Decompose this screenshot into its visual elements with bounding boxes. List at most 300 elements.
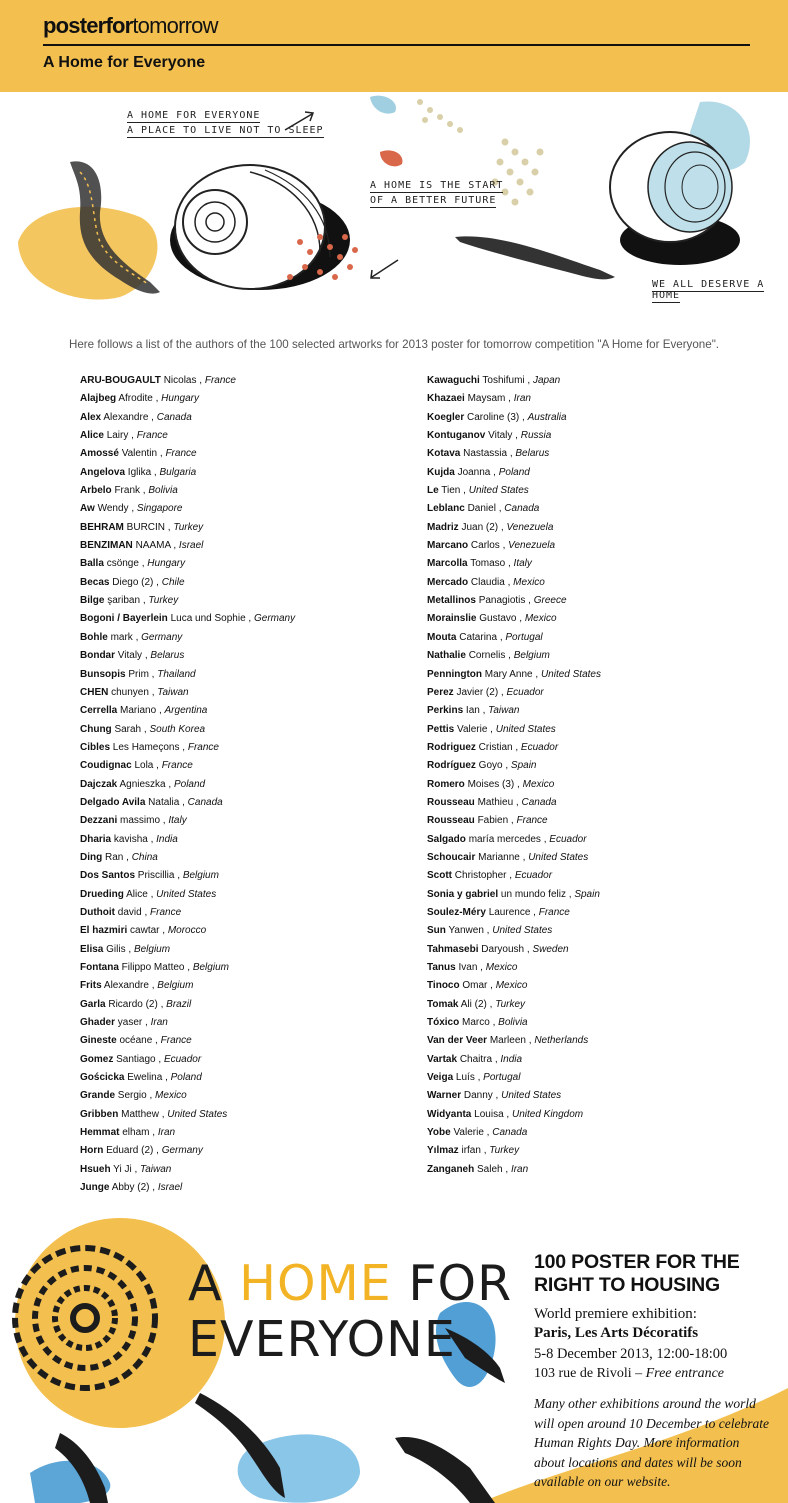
more-info-text — [534, 1394, 769, 1492]
separator: , — [196, 375, 205, 386]
author-surname: Gribben — [80, 1108, 119, 1120]
author-given-name: Luca und Sophie — [170, 613, 246, 625]
separator: , — [505, 650, 514, 662]
author-surname: Vartak — [427, 1053, 458, 1065]
more-info-line: will open around 10 December to celebrate — [534, 1415, 769, 1431]
hero-caption-3: WE ALL DESERVE A HOME — [652, 279, 765, 301]
author-country: Venezuela — [506, 521, 554, 533]
separator: , — [512, 741, 521, 753]
author-entry — [80, 977, 295, 995]
author-given-name: Ali (2) — [460, 998, 487, 1010]
author-country: France — [136, 430, 168, 442]
separator: , — [153, 760, 162, 772]
author-entry — [427, 519, 601, 537]
author-surname: Ghader — [80, 1017, 116, 1029]
author-entry — [80, 904, 295, 922]
author-country: Iran — [150, 1017, 168, 1029]
author-surname: Delgado Avila — [80, 796, 146, 808]
author-surname: Rousseau — [427, 796, 475, 808]
author-entry — [80, 647, 295, 665]
separator: , — [179, 741, 188, 753]
hero-caption-2: A HOME IS THE START OF A BETTER FUTURE — [370, 180, 504, 206]
author-entry — [80, 464, 295, 482]
author-country: Greece — [533, 595, 567, 607]
separator: , — [149, 1182, 158, 1194]
author-entry — [80, 482, 295, 500]
header-divider — [43, 44, 750, 46]
author-country: Belgium — [133, 943, 171, 955]
author-surname: Kontuganov — [427, 430, 486, 442]
author-given-name: Toshifumi — [482, 375, 525, 386]
author-country: Thailand — [157, 668, 196, 680]
separator: , — [245, 613, 254, 625]
poster-headline: A HOME FOR EVERYONE — [188, 1255, 513, 1368]
author-country: Singapore — [136, 503, 183, 515]
author-country: Germany — [141, 631, 183, 643]
author-surname: Elisa — [80, 943, 104, 955]
author-entry — [80, 794, 295, 812]
author-entry — [427, 702, 601, 720]
author-given-name: Louisa — [474, 1108, 504, 1120]
author-given-name: Ricardo (2) — [108, 998, 158, 1010]
author-given-name: Danny — [463, 1090, 493, 1102]
author-surname: Horn — [80, 1145, 104, 1157]
author-entry — [427, 996, 601, 1014]
author-surname: Leblanc — [427, 503, 465, 515]
separator: , — [460, 485, 469, 497]
separator: , — [490, 466, 499, 478]
author-given-name: Laurence — [488, 906, 531, 918]
author-entry — [427, 739, 601, 757]
author-surname: Yılmaz — [427, 1145, 459, 1157]
separator: , — [151, 466, 160, 478]
separator: , — [502, 1163, 511, 1175]
author-surname: Romero — [427, 778, 465, 790]
more-info-line: available on our website. — [534, 1474, 671, 1489]
separator: , — [492, 1090, 502, 1102]
author-surname: Pettis — [427, 723, 455, 735]
author-country: Belarus — [150, 650, 185, 662]
author-given-name: Lola — [134, 760, 154, 772]
author-country: France — [161, 760, 193, 772]
author-country: Canada — [187, 796, 223, 808]
author-country: Poland — [170, 1072, 202, 1084]
separator: , — [487, 723, 496, 735]
author-surname: Tóxico — [427, 1017, 460, 1029]
author-country: Japan — [533, 375, 561, 386]
author-given-name: yaser — [117, 1017, 143, 1029]
separator: , — [138, 558, 148, 570]
author-given-name: océane — [119, 1035, 153, 1047]
author-surname: Bohle — [80, 631, 108, 643]
author-surname: Tomak — [427, 998, 459, 1010]
author-surname: Dharia — [80, 833, 112, 845]
author-country: Canada — [156, 411, 192, 423]
separator: , — [524, 943, 533, 955]
separator: , — [519, 851, 529, 863]
author-surname: Hemmat — [80, 1127, 120, 1139]
author-country: Taiwan — [488, 705, 520, 717]
author-given-name: Chaitra — [459, 1053, 493, 1065]
author-surname: Fontana — [80, 962, 119, 973]
separator: , — [519, 411, 528, 423]
author-entry — [80, 1161, 295, 1179]
author-entry — [427, 831, 601, 849]
author-given-name: Yanwen — [448, 925, 484, 937]
author-surname: Widyanta — [427, 1108, 472, 1120]
author-entry — [427, 1032, 601, 1050]
separator: , — [480, 1145, 490, 1157]
author-country: India — [500, 1053, 523, 1065]
author-surname: Kotava — [427, 448, 461, 460]
separator: , — [132, 631, 142, 643]
separator: , — [489, 1017, 499, 1029]
author-surname: Amossé — [80, 448, 119, 460]
author-country: Argentina — [164, 705, 208, 717]
author-entry — [427, 1161, 601, 1179]
author-country: Mexico — [155, 1090, 187, 1102]
author-surname: ARU-BOUGAULT — [80, 375, 161, 386]
author-given-name: Abby (2) — [111, 1182, 150, 1194]
separator: , — [128, 430, 137, 442]
author-entry — [80, 1069, 295, 1087]
author-given-name: Mariano — [120, 705, 157, 717]
author-given-name: Juan (2) — [461, 521, 499, 533]
author-given-name: Maysam — [467, 393, 506, 405]
author-country: Italy — [168, 815, 187, 827]
author-given-name: Iglika — [127, 466, 152, 478]
author-given-name: Afrodite — [118, 393, 153, 405]
author-country: Netherlands — [534, 1035, 589, 1047]
author-entry — [427, 1106, 601, 1124]
author-country: United States — [156, 888, 217, 900]
author-surname: Metallinos — [427, 595, 476, 607]
separator: , — [505, 393, 514, 405]
author-country: Ecuador — [549, 833, 587, 845]
author-entry — [427, 867, 601, 885]
author-given-name: Diego (2) — [112, 576, 154, 588]
author-surname: Yobe — [427, 1127, 451, 1139]
author-country: United States — [468, 485, 529, 497]
author-given-name: BURCIN — [126, 521, 166, 533]
separator: , — [131, 1163, 141, 1175]
author-country: Turkey — [148, 595, 179, 607]
author-given-name: Sarah — [114, 723, 142, 735]
author-given-name: un mundo feliz — [500, 888, 566, 900]
logo-end: tomorrow — [132, 13, 218, 38]
author-country: Portugal — [505, 631, 543, 643]
author-entry — [80, 1124, 295, 1142]
author-country: Iran — [513, 393, 531, 405]
separator: , — [525, 595, 534, 607]
separator: , — [532, 668, 541, 680]
author-entry — [80, 666, 295, 684]
author-entry — [80, 996, 295, 1014]
author-country: India — [156, 833, 178, 845]
author-entry — [427, 977, 601, 995]
separator: , — [505, 558, 514, 570]
author-given-name: Priscillia — [137, 870, 175, 882]
separator: , — [155, 1053, 164, 1065]
separator: , — [507, 448, 516, 460]
separator: , — [147, 888, 157, 900]
author-entry — [80, 1087, 295, 1105]
author-surname: CHEN — [80, 686, 109, 698]
author-entry — [427, 427, 601, 445]
author-country: France — [516, 815, 548, 827]
author-given-name: Goyo — [478, 760, 503, 772]
author-country: Italy — [513, 558, 532, 570]
author-surname: Salgado — [427, 833, 466, 845]
author-given-name: Alexandre — [103, 411, 149, 423]
separator: , — [165, 778, 174, 790]
author-surname: Arbelo — [80, 485, 112, 497]
author-given-name: NAAMA — [135, 540, 171, 552]
author-entry — [427, 445, 601, 463]
author-given-name: Luís — [455, 1072, 475, 1084]
author-surname: Perez — [427, 686, 454, 698]
author-surname: Rodriguez — [427, 741, 476, 753]
author-country: Belgium — [513, 650, 550, 662]
author-surname: Kawaguchi — [427, 375, 480, 386]
author-given-name: cawtar — [130, 925, 160, 937]
author-entry — [427, 886, 601, 904]
author-given-name: Nastassia — [463, 448, 508, 460]
author-entry — [80, 372, 295, 390]
separator: , — [483, 1127, 493, 1139]
author-surname: Balla — [80, 558, 104, 570]
author-entry — [80, 519, 295, 537]
author-entry — [427, 464, 601, 482]
author-entry — [427, 666, 601, 684]
author-country: Sweden — [532, 943, 569, 955]
author-entry — [427, 610, 601, 628]
venue: Paris, Les Arts Décoratifs — [534, 1325, 699, 1341]
separator: , — [495, 503, 505, 515]
author-entry — [427, 959, 601, 977]
author-country: United States — [167, 1108, 228, 1120]
author-given-name: Tomaso — [470, 558, 506, 570]
author-country: France — [187, 741, 219, 753]
author-surname: Bunsopis — [80, 668, 126, 680]
author-surname: Schoucair — [427, 851, 476, 863]
author-given-name: Omar — [462, 980, 488, 992]
author-entry — [427, 684, 601, 702]
author-country: Belgium — [157, 980, 194, 992]
author-surname: Gomez — [80, 1053, 114, 1065]
separator: , — [146, 1090, 156, 1102]
author-surname: Veiga — [427, 1072, 454, 1084]
author-given-name: Catarina — [459, 631, 498, 643]
separator: , — [142, 650, 151, 662]
separator: , — [540, 833, 550, 845]
separator: , — [152, 393, 162, 405]
author-surname: Cibles — [80, 741, 111, 753]
poster-title: 100 POSTER FOR THE RIGHT TO HOUSING — [534, 1251, 740, 1296]
separator: , — [514, 778, 523, 790]
separator: , — [499, 540, 509, 552]
author-surname: Drueding — [80, 888, 124, 900]
hero-illustration — [0, 92, 788, 312]
author-surname: Zanganeh — [427, 1163, 475, 1175]
author-given-name: Tien — [441, 485, 461, 497]
author-surname: Dajczak — [80, 778, 118, 790]
author-surname: Soulez-Méry — [427, 906, 486, 918]
author-given-name: Cornelis — [468, 650, 506, 662]
authors-list-left — [80, 372, 295, 1197]
author-entry — [80, 757, 295, 775]
author-country: Hungary — [147, 558, 186, 570]
author-given-name: Carlos — [470, 540, 500, 552]
separator: , — [170, 540, 179, 552]
author-surname: Van der Veer — [427, 1035, 488, 1047]
author-surname: Nathalie — [427, 650, 466, 662]
author-given-name: csönge — [106, 558, 139, 570]
author-given-name: Prim — [128, 668, 149, 680]
author-entry — [80, 776, 295, 794]
author-entry — [427, 941, 601, 959]
author-country: France — [150, 906, 182, 918]
author-surname: Mouta — [427, 631, 457, 643]
author-surname: BENZIMAN — [80, 540, 133, 552]
author-entry — [427, 500, 601, 518]
author-given-name: Joanna — [457, 466, 491, 478]
author-entry — [80, 629, 295, 647]
author-country: United States — [495, 723, 556, 735]
author-entry — [80, 1032, 295, 1050]
author-surname: Rodríguez — [427, 760, 476, 772]
author-country: Bolivia — [148, 485, 178, 497]
author-given-name: şariban — [107, 595, 141, 607]
author-country: Canada — [504, 503, 540, 515]
author-surname: Bilge — [80, 595, 105, 607]
author-country: Israel — [178, 540, 204, 552]
author-given-name: Ewelina — [127, 1072, 163, 1084]
separator: , — [498, 521, 507, 533]
author-given-name: Alice — [126, 888, 148, 900]
separator: , — [162, 1072, 171, 1084]
separator: , — [530, 906, 539, 918]
author-surname: Junge — [80, 1182, 110, 1194]
author-given-name: kavisha — [113, 833, 148, 845]
author-entry — [80, 390, 295, 408]
separator: , — [502, 760, 511, 772]
author-entry — [80, 1051, 295, 1069]
author-country: Turkey — [489, 1145, 520, 1157]
author-surname: Koegler — [427, 411, 465, 423]
author-given-name: Gustavo — [479, 613, 517, 625]
author-entry — [427, 1142, 601, 1160]
separator: , — [153, 1145, 162, 1157]
separator: , — [156, 705, 165, 717]
author-entry — [80, 1179, 295, 1197]
author-entry — [80, 831, 295, 849]
poster-for-tomorrow-logo[interactable] — [43, 12, 218, 40]
author-surname: Scott — [427, 870, 452, 882]
separator: , — [524, 375, 533, 386]
author-given-name: Daryoush — [481, 943, 525, 955]
author-country: United States — [501, 1090, 562, 1102]
author-country: France — [160, 1035, 192, 1047]
author-surname: Rousseau — [427, 815, 475, 827]
author-entry — [427, 794, 601, 812]
author-surname: Gościcka — [80, 1072, 125, 1084]
author-entry — [427, 555, 601, 573]
author-entry — [80, 684, 295, 702]
author-surname: Angelova — [80, 466, 126, 478]
author-surname: Kujda — [427, 466, 455, 478]
author-country: Poland — [498, 466, 530, 478]
author-country: Ecuador — [514, 870, 553, 882]
author-given-name: Mary Anne — [484, 668, 533, 680]
author-given-name: david — [117, 906, 142, 918]
author-country: Turkey — [495, 998, 526, 1010]
separator: , — [128, 503, 137, 515]
author-entry — [427, 647, 601, 665]
author-surname: Cerrella — [80, 705, 118, 717]
more-info-line: Human Rights Day. More information — [534, 1435, 740, 1450]
author-entry — [80, 721, 295, 739]
separator: , — [508, 815, 517, 827]
author-given-name: Mathieu — [477, 796, 514, 808]
author-country: Mexico — [485, 962, 518, 973]
author-given-name: Matthew — [121, 1108, 159, 1120]
author-given-name: Saleh — [477, 1163, 503, 1175]
separator: , — [565, 888, 575, 900]
author-given-name: Valerie — [453, 1127, 484, 1139]
author-country: Mexico — [513, 576, 545, 588]
author-country: Turkey — [173, 521, 204, 533]
author-country: Russia — [520, 430, 552, 442]
separator: , — [503, 1108, 512, 1120]
author-entry — [427, 372, 601, 390]
author-country: Bulgaria — [159, 466, 197, 478]
author-given-name: Vitaly — [117, 650, 143, 662]
author-country: Chile — [161, 576, 185, 588]
author-given-name: Valentin — [121, 448, 158, 460]
author-given-name: Lairy — [106, 430, 129, 442]
author-entry — [427, 922, 601, 940]
separator: , — [152, 1035, 161, 1047]
author-entry — [427, 482, 601, 500]
author-entry — [80, 849, 295, 867]
separator: , — [140, 485, 149, 497]
author-surname: Coudignac — [80, 760, 132, 772]
author-country: United States — [540, 668, 601, 680]
author-surname: Tanus — [427, 962, 456, 973]
author-entry — [427, 1069, 601, 1087]
separator: , — [492, 1053, 501, 1065]
author-given-name: Marianne — [478, 851, 520, 863]
author-surname: Khazaei — [427, 393, 465, 405]
author-given-name: Ran — [105, 851, 124, 863]
author-country: Belgium — [192, 962, 229, 973]
author-country: Taiwan — [157, 686, 189, 698]
separator: , — [160, 815, 169, 827]
separator: , — [141, 906, 151, 918]
author-given-name: mark — [110, 631, 133, 643]
separator: , — [147, 833, 157, 845]
separator: , — [516, 613, 525, 625]
separator: , — [125, 943, 134, 955]
author-given-name: elham — [122, 1127, 150, 1139]
separator: , — [153, 576, 162, 588]
author-given-name: Vitaly — [488, 430, 513, 442]
author-entry — [427, 721, 601, 739]
author-surname: Dezzani — [80, 815, 118, 827]
author-entry — [80, 941, 295, 959]
author-entry — [427, 629, 601, 647]
